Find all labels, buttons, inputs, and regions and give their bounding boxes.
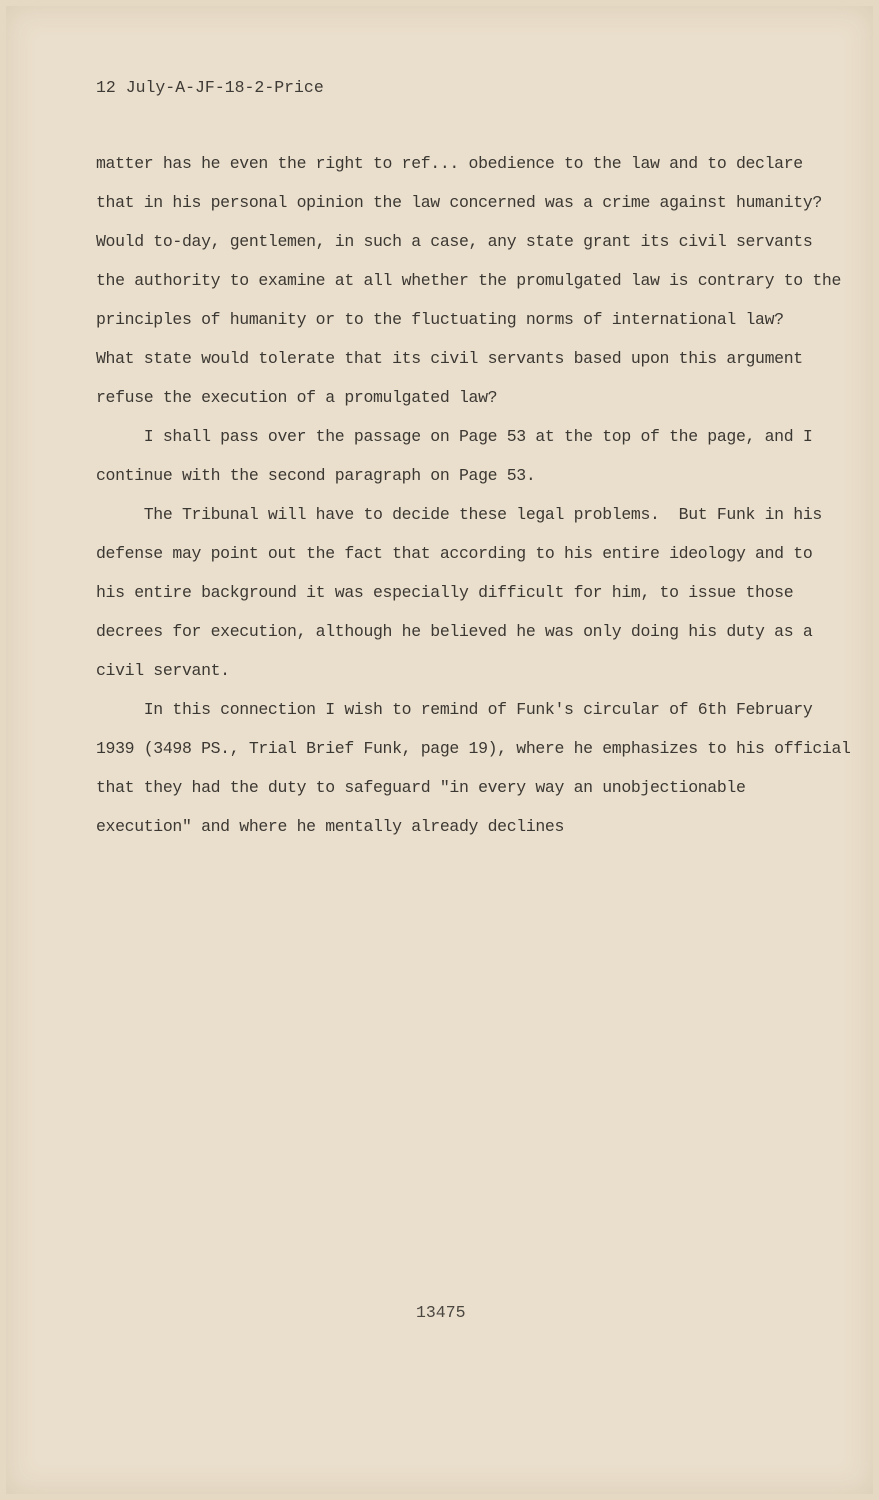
paragraph-start-line: I shall pass over the passage on Page 53 at the top of the page, and I (96, 427, 813, 446)
text-line: execution" and where he mentally already declines (96, 817, 565, 836)
text-line: his entire background it was especially difficult for him, to issue those (96, 583, 794, 602)
text-line: continue with the second paragraph on Page 53. (96, 466, 536, 485)
text-line: matter has he even the right to ref... obedience to the law and to declare (96, 154, 803, 173)
text-line: principles of humanity or to the fluctuating norms of international law? (96, 310, 784, 329)
text-line: Would to-day, gentlemen, in such a case, any state grant its civil servants (96, 232, 813, 251)
document-page (6, 6, 873, 1494)
transcript-body (96, 152, 856, 854)
text-line: What state would tolerate that its civil servants based upon this argument (96, 349, 803, 368)
paragraph-start-line: The Tribunal will have to decide these legal problems. But Funk in his (96, 505, 822, 524)
page-number: 13475 (416, 1303, 466, 1322)
text-line: that they had the duty to safeguard "in every way an unobjectionable (96, 778, 746, 797)
text-line: that in his personal opinion the law concerned was a crime against humanity? (96, 193, 822, 212)
text-line: refuse the execution of a promulgated law? (96, 388, 498, 407)
document-reference-header: 12 July-A-JF-18-2-Price (96, 78, 324, 97)
text-line: civil servant. (96, 661, 230, 680)
text-line: 1939 (3498 PS., Trial Brief Funk, page 19), where he emphasizes to his official (96, 739, 851, 758)
text-line: defense may point out the fact that according to his entire ideology and to (96, 544, 813, 563)
text-line: the authority to examine at all whether the promulgated law is contrary to the (96, 271, 842, 290)
paragraph-start-line: In this connection I wish to remind of Funk's circular of 6th February (96, 700, 813, 719)
text-line: decrees for execution, although he believed he was only doing his duty as a (96, 622, 813, 641)
